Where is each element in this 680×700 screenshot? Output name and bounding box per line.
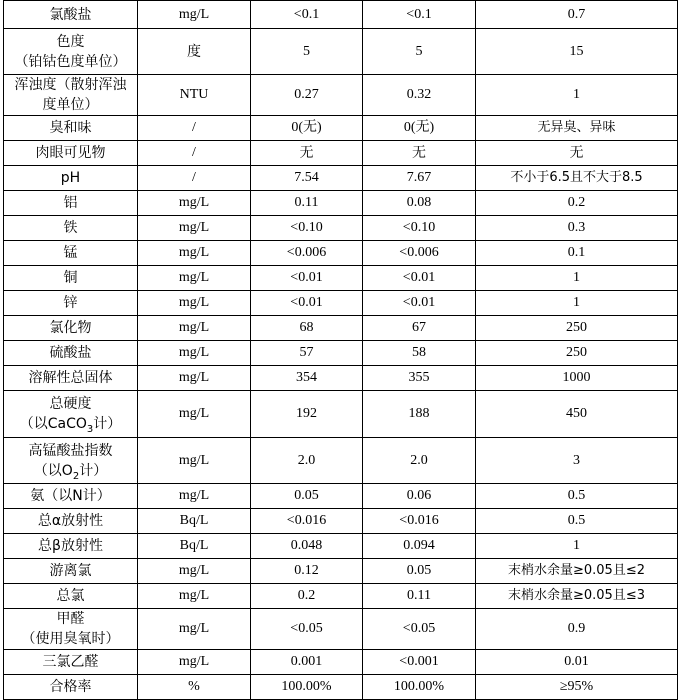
table-row xyxy=(4,534,678,559)
limit-cell: 1 xyxy=(476,534,678,559)
value-cell: 7.67 xyxy=(363,166,476,191)
table-row xyxy=(4,366,678,391)
item-name: 锌 xyxy=(4,291,138,316)
limit-cell: 0.7 xyxy=(476,1,678,29)
value-cell: 0.05 xyxy=(363,559,476,584)
item-name-line2: （以CaCO$_3$计） xyxy=(19,416,122,435)
unit-cell: mg/L xyxy=(138,391,251,438)
limit-cell: 0.01 xyxy=(476,650,678,675)
table-row xyxy=(4,116,678,141)
unit-cell: Bq/L xyxy=(138,509,251,534)
value-cell: 无 xyxy=(363,141,476,166)
limit-cell: 250 xyxy=(476,341,678,366)
value-cell: 0.11 xyxy=(363,584,476,609)
table-row xyxy=(4,1,678,29)
unit-cell: mg/L xyxy=(138,266,251,291)
value-cell: <0.016 xyxy=(363,509,476,534)
limit-cell: 无 xyxy=(476,141,678,166)
value-cell: 0.05 xyxy=(251,484,363,509)
limit-cell: ≥95% xyxy=(476,675,678,700)
limit-cell: 0.5 xyxy=(476,484,678,509)
value-cell: 0.11 xyxy=(251,191,363,216)
value-cell: <0.1 xyxy=(363,1,476,29)
value-cell: 无 xyxy=(251,141,363,166)
limit-cell: 末梢水余量≥0.05且≤2 xyxy=(476,559,678,584)
table-row xyxy=(4,316,678,341)
item-name-line1: 色度 xyxy=(56,33,85,50)
unit-cell: mg/L xyxy=(138,216,251,241)
value-cell: <0.01 xyxy=(363,291,476,316)
value-cell: <0.10 xyxy=(363,216,476,241)
unit-cell: mg/L xyxy=(138,584,251,609)
value-cell: 0.32 xyxy=(363,75,476,116)
unit-cell: mg/L xyxy=(138,291,251,316)
limit-cell: 15 xyxy=(476,29,678,75)
value-cell: 68 xyxy=(251,316,363,341)
item-name xyxy=(4,391,138,438)
limit-cell: 0.5 xyxy=(476,509,678,534)
value-cell: <0.016 xyxy=(251,509,363,534)
limit-cell: 250 xyxy=(476,316,678,341)
value-cell: <0.05 xyxy=(363,609,476,650)
item-name: 总α放射性 xyxy=(4,509,138,534)
unit-cell: / xyxy=(138,116,251,141)
item-name-line2: （以$O_2$计） xyxy=(33,462,108,482)
item-name: 氯酸盐 xyxy=(4,1,138,29)
item-name-line1: 浑浊度（散射浑浊 xyxy=(14,77,127,93)
table-row xyxy=(4,609,678,650)
table-row xyxy=(4,509,678,534)
unit-cell: mg/L xyxy=(138,438,251,484)
item-name: 溶解性总固体 xyxy=(4,366,138,391)
value-cell: <0.001 xyxy=(363,650,476,675)
unit-cell: mg/L xyxy=(138,191,251,216)
value-cell: 192 xyxy=(251,391,363,438)
unit-cell: mg/L xyxy=(138,650,251,675)
item-name: 合格率 xyxy=(4,675,138,700)
limit-cell: 0.2 xyxy=(476,191,678,216)
table-row xyxy=(4,341,678,366)
value-cell: 100.00% xyxy=(251,675,363,700)
table-row xyxy=(4,438,678,484)
table-row xyxy=(4,584,678,609)
value-cell: 5 xyxy=(251,29,363,75)
value-cell: 67 xyxy=(363,316,476,341)
value-cell: <0.006 xyxy=(251,241,363,266)
item-name xyxy=(4,75,138,116)
value-cell: <0.1 xyxy=(251,1,363,29)
limit-cell: 末梢水余量≥0.05且≤3 xyxy=(476,584,678,609)
table-row xyxy=(4,291,678,316)
table-row xyxy=(4,29,678,75)
table-row xyxy=(4,675,678,700)
unit-cell: mg/L xyxy=(138,484,251,509)
item-name: 锰 xyxy=(4,241,138,266)
item-name xyxy=(4,438,138,484)
value-cell: 5 xyxy=(363,29,476,75)
table-row xyxy=(4,266,678,291)
table-row xyxy=(4,191,678,216)
item-name-line1: 总硬度 xyxy=(49,396,92,412)
item-name-line2: （使用臭氧时） xyxy=(21,631,120,647)
unit-cell: NTU xyxy=(138,75,251,116)
value-cell: 7.54 xyxy=(251,166,363,191)
limit-cell: 1 xyxy=(476,266,678,291)
value-cell: 0.048 xyxy=(251,534,363,559)
item-name: 铝 xyxy=(4,191,138,216)
value-cell: <0.006 xyxy=(363,241,476,266)
table-row xyxy=(4,391,678,438)
limit-cell: 0.1 xyxy=(476,241,678,266)
limit-cell: 0.9 xyxy=(476,609,678,650)
item-name: 铜 xyxy=(4,266,138,291)
value-cell: 2.0 xyxy=(251,438,363,484)
item-name xyxy=(4,609,138,650)
unit-cell: mg/L xyxy=(138,559,251,584)
value-cell: <0.01 xyxy=(251,291,363,316)
item-name: 三氯乙醛 xyxy=(4,650,138,675)
item-name-line2: （铂钴色度单位） xyxy=(14,53,127,70)
value-cell: 0.001 xyxy=(251,650,363,675)
unit-cell: mg/L xyxy=(138,341,251,366)
value-cell: 58 xyxy=(363,341,476,366)
unit-cell: mg/L xyxy=(138,366,251,391)
item-name: 总β放射性 xyxy=(4,534,138,559)
value-cell: 0.094 xyxy=(363,534,476,559)
item-name-line1: 甲醛 xyxy=(56,611,85,627)
unit-cell: Bq/L xyxy=(138,534,251,559)
table-row xyxy=(4,141,678,166)
value-cell: 100.00% xyxy=(363,675,476,700)
value-cell: 0(无) xyxy=(363,116,476,141)
value-cell: 0.2 xyxy=(251,584,363,609)
table-row xyxy=(4,559,678,584)
item-name: pH xyxy=(4,166,138,191)
table-row xyxy=(4,75,678,116)
value-cell: 188 xyxy=(363,391,476,438)
value-cell: 354 xyxy=(251,366,363,391)
item-name: 肉眼可见物 xyxy=(4,141,138,166)
limit-cell: 1000 xyxy=(476,366,678,391)
unit-cell: / xyxy=(138,141,251,166)
unit-cell: 度 xyxy=(138,29,251,75)
value-cell: 0.27 xyxy=(251,75,363,116)
item-name: 臭和味 xyxy=(4,116,138,141)
unit-cell: % xyxy=(138,675,251,700)
value-cell: <0.01 xyxy=(251,266,363,291)
limit-cell: 450 xyxy=(476,391,678,438)
value-cell: 0.06 xyxy=(363,484,476,509)
unit-cell: mg/L xyxy=(138,241,251,266)
limit-cell: 3 xyxy=(476,438,678,484)
item-name xyxy=(4,29,138,75)
limit-cell: 0.3 xyxy=(476,216,678,241)
table-row xyxy=(4,241,678,266)
value-cell: <0.10 xyxy=(251,216,363,241)
item-name: 游离氯 xyxy=(4,559,138,584)
item-name: 总氯 xyxy=(4,584,138,609)
table-row xyxy=(4,484,678,509)
table-row xyxy=(4,166,678,191)
item-name: 氯化物 xyxy=(4,316,138,341)
item-name: 铁 xyxy=(4,216,138,241)
item-name: 氨（以N计） xyxy=(4,484,138,509)
value-cell: 355 xyxy=(363,366,476,391)
value-cell: 0.08 xyxy=(363,191,476,216)
item-name-line2: 度单位） xyxy=(42,97,99,113)
value-cell: 0(无) xyxy=(251,116,363,141)
water-quality-table xyxy=(3,0,678,700)
limit-cell: 1 xyxy=(476,75,678,116)
unit-cell: / xyxy=(138,166,251,191)
table-row xyxy=(4,216,678,241)
value-cell: 2.0 xyxy=(363,438,476,484)
unit-cell: mg/L xyxy=(138,1,251,29)
item-name-line1: 高锰酸盐指数 xyxy=(28,442,113,459)
table-row xyxy=(4,650,678,675)
limit-cell: 1 xyxy=(476,291,678,316)
value-cell: 57 xyxy=(251,341,363,366)
value-cell: 0.12 xyxy=(251,559,363,584)
limit-cell: 不小于6.5且不大于8.5 xyxy=(476,166,678,191)
item-name: 硫酸盐 xyxy=(4,341,138,366)
limit-cell: 无异臭、异味 xyxy=(476,116,678,141)
value-cell: <0.01 xyxy=(363,266,476,291)
unit-cell: mg/L xyxy=(138,609,251,650)
unit-cell: mg/L xyxy=(138,316,251,341)
value-cell: <0.05 xyxy=(251,609,363,650)
